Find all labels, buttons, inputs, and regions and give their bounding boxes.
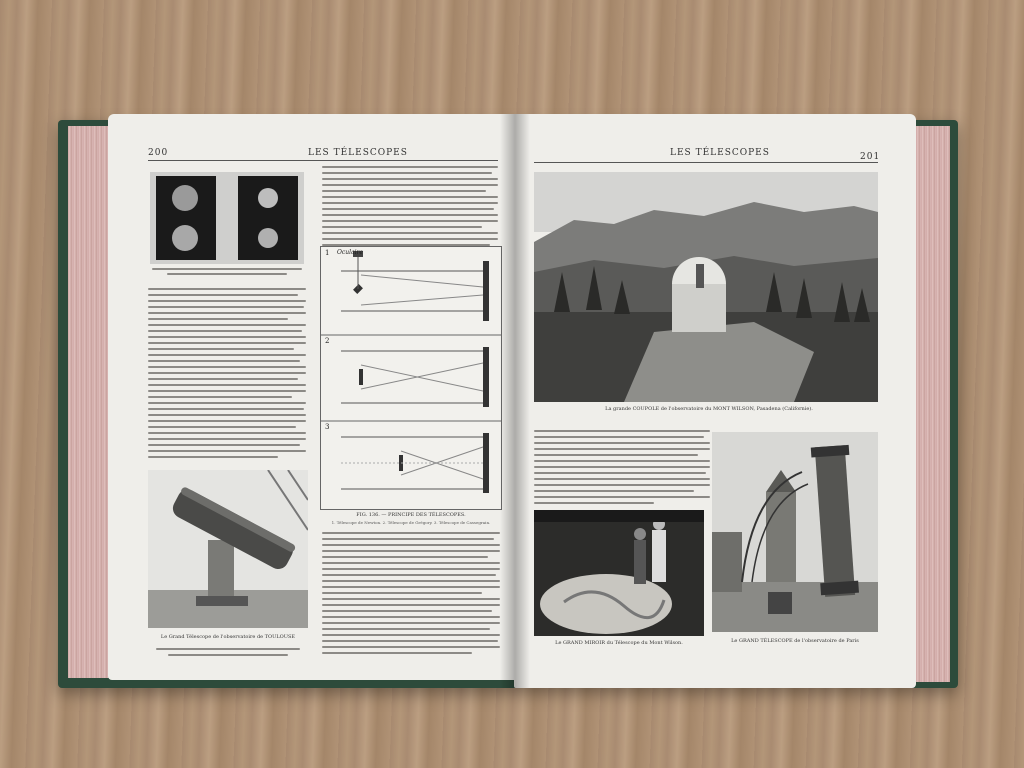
left-header-rule (148, 160, 498, 161)
right-page-number: 201 (860, 152, 881, 162)
diagram-number-2: 2 (325, 337, 330, 345)
paris-telescope-caption: Le GRAND TÉLESCOPE de l'observatoire de Paris (731, 638, 859, 644)
left-column-text-top (148, 288, 306, 464)
diagram-label-oculaire: Oculaire (337, 249, 363, 256)
great-mirror-caption: Le GRAND MIROIR du Télescope du Mont Wilson. (555, 640, 683, 646)
right-running-head: LES TÉLESCOPES (670, 148, 770, 158)
telescope-principle-diagrams (320, 246, 502, 510)
right-column-text-bottom (322, 532, 500, 658)
mount-wilson-observatory-photo (534, 172, 878, 402)
figure-sublabel: 1. Télescope de Newton. 2. Télescope de Grégory. 3. Télescope de Cassegrain. (331, 520, 491, 525)
right-page-text (534, 430, 710, 508)
left-page (108, 114, 518, 680)
left-page-number: 200 (148, 148, 169, 158)
eclipse-caption (148, 266, 306, 278)
right-header-rule (534, 162, 878, 163)
paris-grand-telescope-photo (712, 432, 878, 632)
eclipse-photo-strip (150, 172, 304, 264)
figure-label: FIG. 136. — PRINCIPE DES TÉLESCOPES. (356, 512, 466, 518)
toulouse-telescope-photo (148, 470, 308, 628)
book-gutter-shadow (500, 114, 530, 688)
toulouse-caption: Le Grand Télescope de l'observatoire de TOULOUSE (160, 634, 296, 640)
mount-wilson-caption: La grande COUPOLE de l'observatoire du MONT WILSON, Pasadena (Californie). (605, 406, 813, 412)
left-running-head: LES TÉLESCOPES (308, 148, 408, 158)
right-page (514, 114, 916, 688)
diagram-number-3: 3 (325, 423, 330, 431)
diagram-number-1: 1 (325, 249, 330, 257)
toulouse-caption-lines (156, 648, 300, 660)
great-mirror-photo (534, 510, 704, 636)
